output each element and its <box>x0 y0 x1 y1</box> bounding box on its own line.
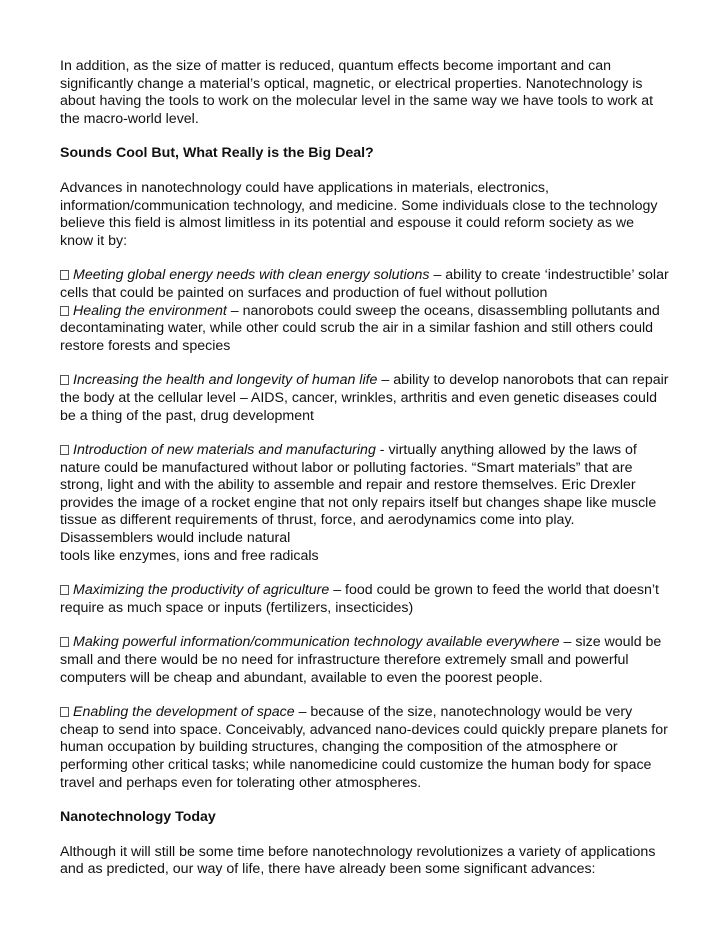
bullet-agriculture <box>60 582 670 617</box>
bullet-text: – nanorobots could sweep the oceans, disassembling pollutants and decontaminating water, while other could scrub the air in a similar fashion and still others could restore forests and species <box>60 302 660 354</box>
bullet-materials <box>60 442 670 565</box>
bullet-text-line: tools like enzymes, ions and free radicals <box>60 547 319 564</box>
bullet-text-line: Disassemblers would include natural <box>60 530 291 547</box>
bullet-energy <box>60 267 670 302</box>
bullet-title: Maximizing the productivity of agriculture <box>73 582 330 599</box>
bullet-box-icon <box>60 637 69 647</box>
bullet-text: – size would be small and there would be no need for infrastructure therefore extremely small and powerful computers will be cheap and abundant, available to even the poorest people. <box>60 634 662 686</box>
advances-paragraph: Advances in nanotechnology could have applications in materials, electronics, information/communication technology, and medicine. Some individuals close to the technology believe this field is almost limitless in its potential and espouse it could reform society as we know it by: <box>60 179 658 249</box>
bullet-text: – ability to develop nanorobots that can repair the body at the cellular level – AIDS, cancer, wrinkles, arthritis and even genetic diseases could be a thing of the past, drug development <box>60 372 669 424</box>
document-page <box>60 58 670 879</box>
bullet-text: – food could be grown to feed the world that doesn’t require as much space or inputs (fertilizers, insecticides) <box>60 582 659 616</box>
bullet-title: Enabling the development of space <box>73 704 295 721</box>
bullet-title: Increasing the health and longevity of human life <box>73 372 378 389</box>
bullet-environment <box>60 303 670 356</box>
bullet-box-icon <box>60 707 69 717</box>
today-paragraph: Although it will still be some time before nanotechnology revolutionizes a variety of applications and as predicted, our way of life, there have already been some significant advances: <box>60 843 656 878</box>
bullet-box-icon <box>60 445 69 455</box>
bullet-infotech <box>60 634 670 687</box>
section-heading-today: Nanotechnology Today <box>60 809 216 826</box>
bullet-text: - virtually anything allowed by the laws of nature could be manufactured without labor or polluting factories. “Smart materials” that are strong, light and with the ability to assemble and repair and restore themselves. Eric Drexler provides the image of a rocket engine that not only repairs itself but changes shape like muscle tissue as different requirements of thrust, force, and aerodynamics come into play. <box>60 442 657 529</box>
bullet-box-icon <box>60 585 69 595</box>
bullet-box-icon <box>60 375 69 385</box>
bullet-space <box>60 704 670 792</box>
bullet-health <box>60 372 670 425</box>
bullet-title: Healing the environment <box>73 302 227 319</box>
bullet-text: – because of the size, nanotechnology would be very cheap to send into space. Conceivably, advanced nano-devices could quickly prepare planets for human occupation by building structures, changing the composition of the atmosphere or performing other critical tasks; while nanomedicine could customize the human body for space travel and perhaps even for tolerating other atmospheres. <box>60 704 668 791</box>
bullet-title: Making powerful information/communication technology available everywhere <box>73 634 560 651</box>
bullet-box-icon <box>60 270 69 280</box>
intro-paragraph: In addition, as the size of matter is reduced, quantum effects become important and can significantly change a material’s optical, magnetic, or electrical properties. Nanotechnology is about having the tools to work on the molecular level in the same way we have tools to work at the macro-world level. <box>60 58 654 127</box>
bullet-title: Introduction of new materials and manufacturing <box>73 442 376 459</box>
bullet-box-icon <box>60 306 69 316</box>
bullet-text: – ability to create ‘indestructible’ solar cells that could be painted on surfaces and production of fuel without pollution <box>60 267 669 301</box>
bullet-title: Meeting global energy needs with clean energy solutions <box>73 267 430 284</box>
section-heading-big-deal: Sounds Cool But, What Really is the Big Deal? <box>60 145 374 162</box>
